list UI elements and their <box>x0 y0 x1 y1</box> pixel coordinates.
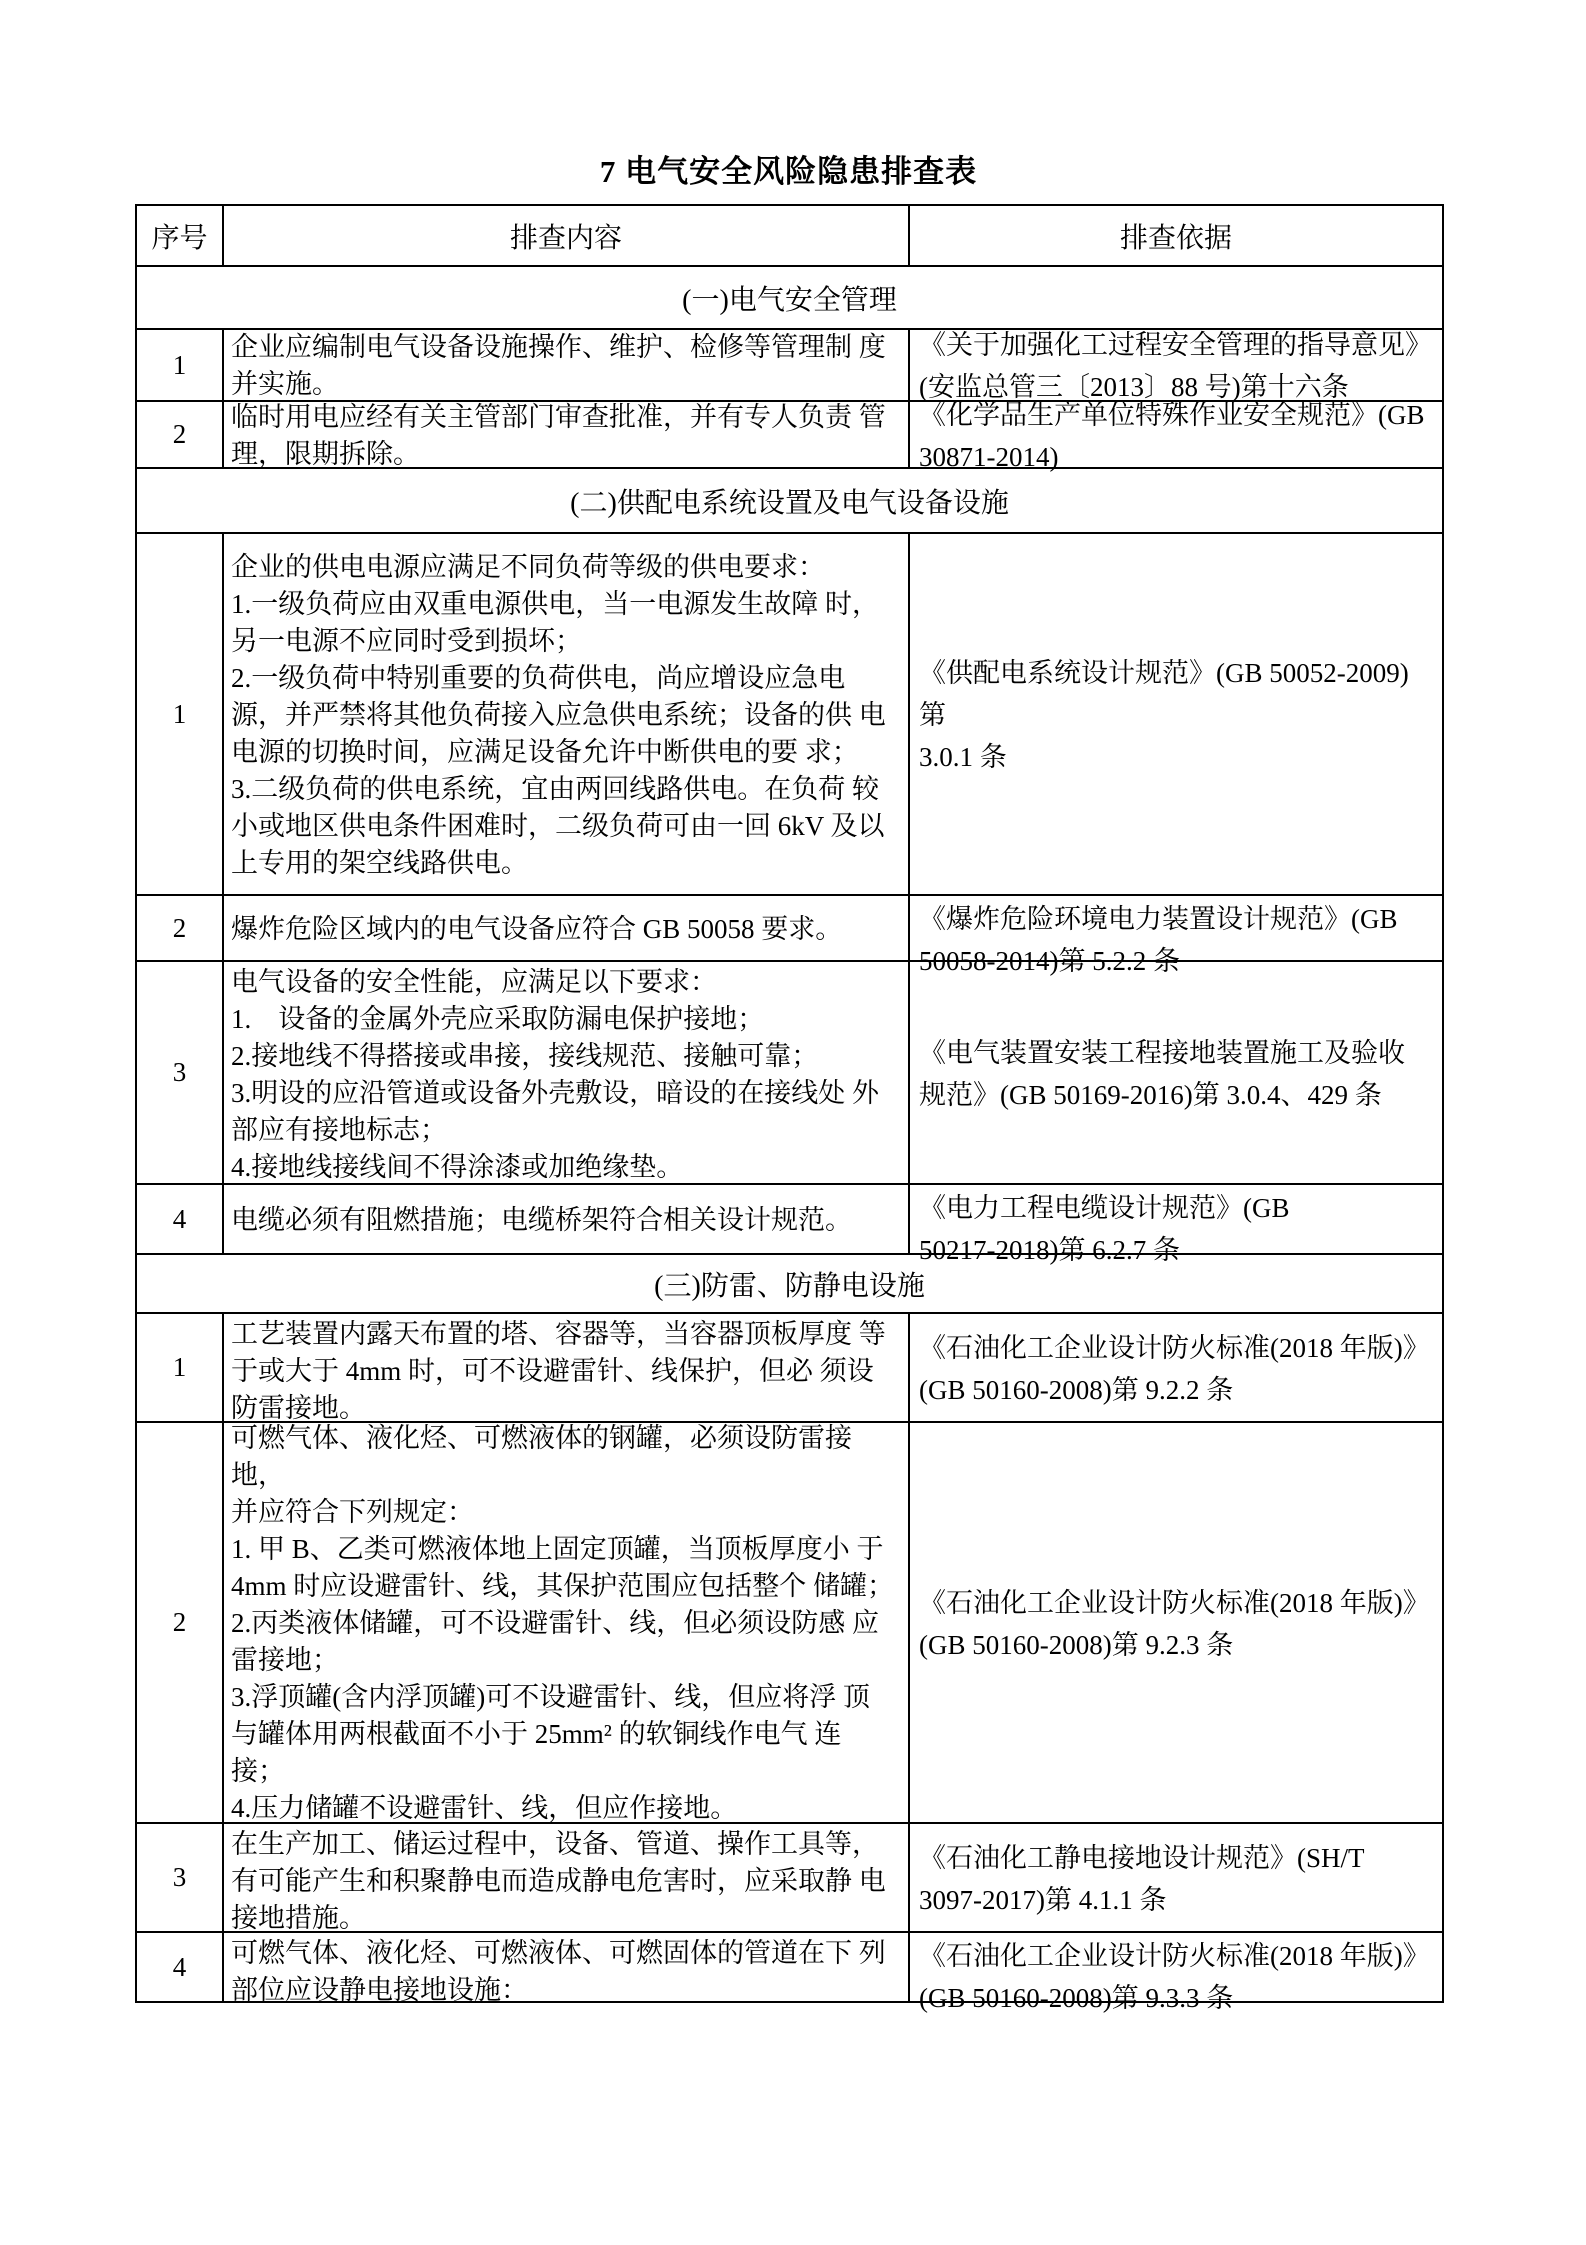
table-row <box>136 1313 1443 1422</box>
row-content: 爆炸危险区域内的电气设备应符合 GB 50058 要求。 <box>231 913 843 944</box>
table-cell <box>909 961 1443 1184</box>
table-cell <box>223 1422 909 1823</box>
section-title: (一)电气安全管理 <box>682 284 897 316</box>
table-cell <box>136 1932 223 2002</box>
table-cell <box>223 205 909 266</box>
row-basis: 《石油化工企业设计防火标准(2018 年版)》 (GB 50160-2008)第 9.2.3 条 <box>919 1587 1430 1660</box>
table-row <box>136 1184 1443 1254</box>
table-cell <box>909 399 1443 472</box>
row-number: 4 <box>172 1203 187 1234</box>
table-cell <box>223 1313 909 1422</box>
table-row <box>136 329 1443 401</box>
table-cell <box>136 468 1443 533</box>
row-number: 2 <box>172 912 187 943</box>
table-cell <box>223 1823 909 1932</box>
header-col-number: 序号 <box>151 222 208 254</box>
table-cell <box>136 895 223 961</box>
table-cell <box>223 329 909 401</box>
row-content: 在生产加工、储运过程中，设备、管道、操作工具等， 有可能产生和积聚静电而造成静电危害时，应采取静 电 接地措施。 <box>231 1829 886 1933</box>
section-row <box>136 266 1443 329</box>
table-row <box>136 533 1443 895</box>
table-cell <box>136 329 223 401</box>
row-content: 电气设备的安全性能，应满足以下要求： 1. 设备的金属外壳应采取防漏电保护接地； 2.接地线不得搭接或串接，接线规范、接触可靠； 3.明设的应沿管道或设备外壳敷设，暗设的在接线处 外 部应有接地标志； 4.接地线接线间不得涂漆或加绝缘垫。 <box>231 967 879 1182</box>
row-basis: 《关于加强化工过程安全管理的指导意见》 (安监总管三〔2013〕88 号)第十六条 <box>919 330 1432 402</box>
row-number: 2 <box>172 419 187 449</box>
row-content: 临时用电应经有关主管部门审查批准，并有专人负责 管 理，限期拆除。 <box>231 401 886 469</box>
row-number: 2 <box>172 1607 187 1637</box>
section-row <box>136 468 1443 533</box>
table-row <box>136 1823 1443 1932</box>
table-cell <box>136 1313 223 1422</box>
table-cell <box>223 533 909 895</box>
table-cell <box>909 205 1443 266</box>
table-row <box>136 1932 1443 2002</box>
header-col-content: 排查内容 <box>509 222 622 254</box>
row-number: 3 <box>172 1862 187 1892</box>
row-content: 电缆必须有阻燃措施；电缆桥架符合相关设计规范。 <box>231 1204 852 1235</box>
row-basis: 《石油化工静电接地设计规范》(SH/T 3097-2017)第 4.1.1 条 <box>919 1842 1365 1915</box>
row-basis: 《爆炸危险环境电力装置设计规范》(GB 50058-2014)第 5.2.2 条 <box>919 904 1398 976</box>
row-content: 工艺装置内露天布置的塔、容器等，当容器顶板厚度 等 于或大于 4mm 时，可不设避雷针、线保护，但必 须设 防雷接地。 <box>231 1319 886 1423</box>
row-content: 可燃气体、液化烃、可燃液体的钢罐，必须设防雷接 地， 并应符合下列规定： 1. 甲 B、乙类可燃液体地上固定顶罐，当顶板厚度小 于 4mm 时应设避雷针、线，其保护范围应包括整个 储罐； 2.丙类液体储罐，可不设避雷针、线，但必须设防感 应 雷接地； 3.浮顶罐(含内浮顶罐)可不设避雷针、线，但应将浮 顶 与罐体用两根截面不小于 25mm² 的软铜线作电气 连 接； 4.压力储罐不设避雷针、线，但应作接地。 <box>231 1423 895 1823</box>
table-cell <box>909 895 1443 976</box>
document-title: 7 电气安全风险隐患排查表 <box>599 154 978 189</box>
table-row <box>136 895 1443 961</box>
table-cell <box>223 961 909 1184</box>
table-cell <box>909 1823 1443 1932</box>
row-number: 1 <box>172 349 187 380</box>
table-cell <box>909 1184 1443 1265</box>
table-cell <box>136 266 1443 329</box>
table-cell <box>136 961 223 1184</box>
table-cell <box>136 1184 223 1254</box>
table-cell <box>136 1422 223 1823</box>
row-content: 企业的供电电源应满足不同负荷等级的供电要求： 1.一级负荷应由双重电源供电，当一电源发生故障 时， 另一电源不应同时受到损坏； 2.一级负荷中特别重要的负荷供电，尚应增设应急电 源，并严禁将其他负荷接入应急供电系统；设备的供 电 电源的切换时间，应满足设备允许中断供电的要 求； 3.二级负荷的供电系统，宜由两回线路供电。在负荷 较 小或地区供电条件困难时，二级负荷可由一回 6kV 及以 上专用的架空线路供电。 <box>231 551 886 878</box>
row-number: 3 <box>172 1057 187 1087</box>
table-row <box>136 1422 1443 1823</box>
row-number: 1 <box>172 1352 187 1382</box>
table-cell <box>223 401 909 468</box>
table-cell <box>223 1932 909 2005</box>
header-col-basis: 排查依据 <box>1119 222 1232 254</box>
section-title: (三)防雷、防静电设施 <box>654 1270 925 1302</box>
row-number: 1 <box>172 698 187 729</box>
row-number: 4 <box>172 1951 187 1982</box>
table-cell <box>136 533 223 895</box>
row-basis: 《石油化工企业设计防火标准(2018 年版)》 (GB 50160-2008)第 9.3.3 条 <box>919 1941 1430 2013</box>
inspection-table <box>135 204 1444 2013</box>
table-header-row <box>136 205 1443 266</box>
table-cell <box>223 1184 909 1254</box>
table-row <box>136 401 1443 468</box>
row-basis: 《供配电系统设计规范》(GB 50052-2009) 第 3.0.1 条 <box>919 658 1409 772</box>
table-cell <box>223 895 909 961</box>
section-title: (二)供配电系统设置及电气设备设施 <box>570 487 1009 519</box>
row-content: 可燃气体、液化烃、可燃液体、可燃固体的管道在下 列 部位应设静电接地设施： <box>231 1938 886 2005</box>
table-cell <box>136 205 223 266</box>
table-cell <box>909 329 1443 401</box>
table-cell <box>909 1932 1443 2013</box>
row-content: 企业应编制电气设备设施操作、维护、检修等管理制 度 并实施。 <box>231 332 886 399</box>
table-row <box>136 961 1443 1184</box>
table-cell <box>136 401 223 468</box>
table-cell <box>909 1422 1443 1823</box>
row-basis: 《石油化工企业设计防火标准(2018 年版)》 (GB 50160-2008)第 9.2.2 条 <box>919 1332 1430 1405</box>
row-basis: 《电力工程电缆设计规范》(GB 50217-2018)第 6.2.7 条 <box>919 1193 1290 1265</box>
table-cell <box>909 533 1443 895</box>
row-basis: 《电气装置安装工程接地装置施工及验收 规范》(GB 50169-2016)第 3.0.4、429 条 <box>919 1037 1405 1110</box>
table-cell <box>909 1313 1443 1422</box>
row-basis: 《化学品生产单位特殊作业安全规范》(GB 30871-2014) <box>919 399 1425 472</box>
table-cell <box>136 1823 223 1932</box>
